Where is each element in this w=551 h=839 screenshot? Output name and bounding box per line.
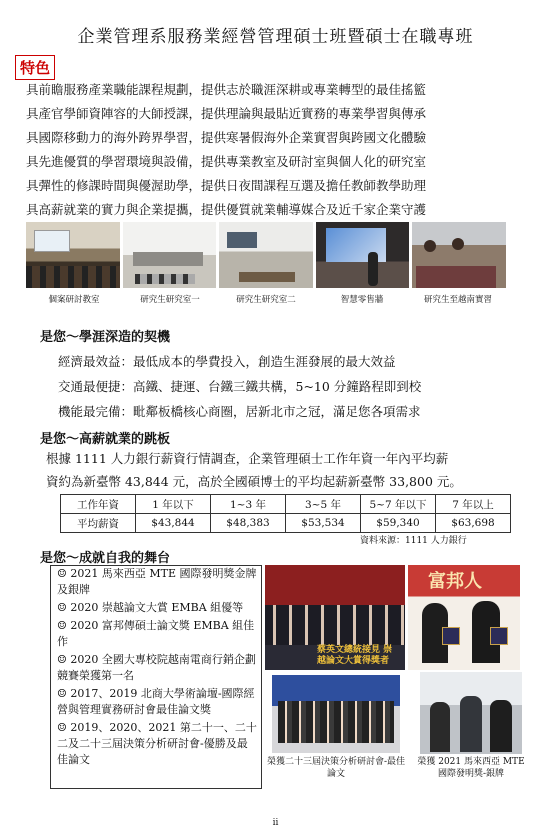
- classroom-photo: [26, 222, 120, 288]
- achievement-item: ☺ 2020 崇越論文大賞 EMBA 組優等: [57, 601, 244, 614]
- facility-photos: [26, 222, 506, 288]
- feature-line: 具高薪就業的實力與企業提攜，提供優質就業輔導媒合及近千家企業守護: [26, 202, 427, 217]
- salary-line: 根據 1111 人力銀行薪資行情調查，企業管理碩士工作年資一年內平均薪: [46, 451, 449, 466]
- feature-list: [26, 78, 530, 222]
- table-cell: 平均薪資: [61, 514, 136, 533]
- table-cell: $53,534: [286, 514, 361, 533]
- table-cell: 7 年以上: [436, 495, 511, 514]
- photo-caption: 智慧零售牆: [340, 295, 384, 305]
- photo-captions: [26, 293, 506, 305]
- conference-caption: 榮獲二十三屆決策分析研討會-最佳論文: [266, 757, 406, 779]
- feature-badge: 特色: [15, 55, 55, 80]
- medal-caption: 榮獲 2021 馬來西亞 MTE 國際發明獎-銀牌: [417, 757, 525, 779]
- section-heading-study: 是您～學涯深造的契機: [40, 330, 171, 345]
- achievement-item: ☺ 2020 全國大專校院越南電商行銷企劃競賽榮獲第一名: [57, 653, 256, 682]
- photo-caption: 研究生研究室二: [236, 295, 296, 305]
- table-row: [61, 514, 511, 533]
- study-room-two-photo: [219, 222, 313, 288]
- salary-line: 資約為新臺幣 43,844 元，高於全國碩博士的平均起薪新臺幣 33,800 元。: [46, 474, 462, 489]
- achievement-item: ☺ 2019、2020、2021 第二十一、二十二及二十三屆決策分析研討會-優勝及最佳論文: [57, 721, 257, 766]
- feature-line: 具產官學師資陣容的大師授課，提供理論與最貼近實務的專業學習與傳承: [26, 106, 427, 121]
- feature-line: 具彈性的修課時間與優渥助學，提供日夜間課程互選及擔任教師教學助理: [26, 178, 427, 193]
- achievement-item: ☺ 2021 馬來西亞 MTE 國際發明獎金牌及銀牌: [57, 567, 257, 596]
- vietnam-internship-photo: [412, 222, 506, 288]
- table-cell: $43,844: [136, 514, 211, 533]
- photo-overlay-text: 蔡英文總統接見 崇越論文大賞得獎者: [317, 645, 393, 666]
- page-title: 企業管理系服務業經營管理碩士班暨碩士在職專班: [77, 27, 474, 47]
- table-header-row: [61, 495, 511, 514]
- benefit-bullet: 機能最完備：毗鄰板橋核心商圈，居新北市之冠，滿足您各項需求: [58, 404, 421, 419]
- salary-table: [60, 494, 511, 533]
- table-cell: $59,340: [361, 514, 436, 533]
- achievement-item: ☺ 2017、2019 北商大學術論壇-國際經營與管理實務研討會最佳論文獎: [57, 687, 255, 716]
- feature-line: 具前瞻服務產業職能課程規劃，提供志於職涯深耕或專業轉型的最佳搖籃: [26, 82, 427, 97]
- conference-group-photo: [272, 675, 400, 753]
- section-heading-achievement: 是您～成就自我的舞台: [40, 551, 171, 566]
- page-number: ii: [272, 818, 279, 828]
- medal-winners-photo: [420, 672, 522, 754]
- benefit-bullet: 經濟最效益：最低成本的學費投入，創造生涯發展的最大效益: [58, 354, 396, 369]
- photo-caption: 個案研討教室: [48, 295, 100, 305]
- table-cell: 1~3 年: [211, 495, 286, 514]
- table-cell: $63,698: [436, 514, 511, 533]
- achievement-list: [50, 565, 262, 789]
- table-cell: $48,383: [211, 514, 286, 533]
- table-cell: 3~5 年: [286, 495, 361, 514]
- table-cell: 5~7 年以下: [361, 495, 436, 514]
- feature-line: 具先進優質的學習環境與設備，提供專業教室及研討室與個人化的研究室: [26, 154, 427, 169]
- photo-caption: 研究生至越南實習: [423, 295, 492, 305]
- section-heading-salary: 是您～高薪就業的跳板: [40, 432, 171, 447]
- smart-retail-wall-photo: [316, 222, 410, 288]
- benefit-bullet: 交通最便捷：高鐵、捷運、台鐵三鐵共構，5~10 分鐘路程即到校: [58, 379, 422, 394]
- achievement-item: ☺ 2020 富邦傳碩士論文獎 EMBA 組佳作: [57, 619, 255, 648]
- feature-line: 具國際移動力的海外跨界學習，提供寒暑假海外企業實習與跨國文化體驗: [26, 130, 427, 145]
- photo-caption: 研究生研究室一: [140, 295, 200, 305]
- data-source: 資料來源：1111 人力銀行: [360, 536, 467, 546]
- study-room-one-photo: [123, 222, 217, 288]
- salary-paragraph: [46, 447, 526, 493]
- award-winners-photo: [408, 565, 520, 670]
- table-cell: 1 年以下: [136, 495, 211, 514]
- table-cell: 工作年資: [61, 495, 136, 514]
- president-group-photo: [265, 565, 405, 670]
- banner-text: 富邦人: [428, 571, 482, 592]
